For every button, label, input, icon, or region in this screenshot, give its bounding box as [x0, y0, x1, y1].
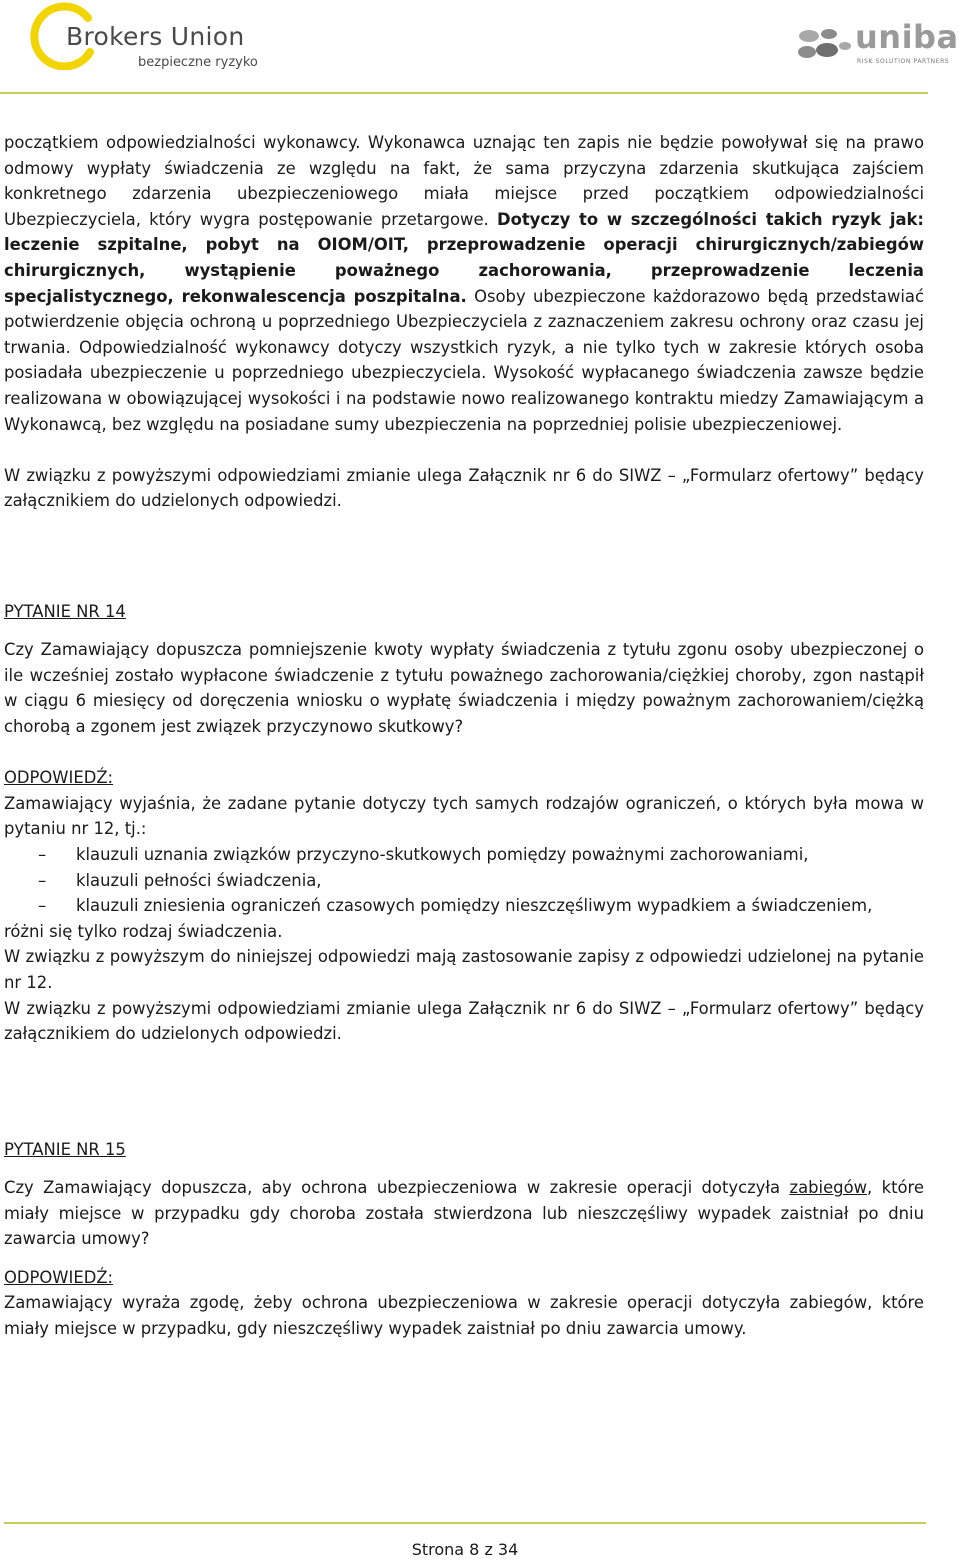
header-rule [0, 92, 928, 94]
uniba-tagline: RISK SOLUTION PARTNERS [857, 58, 950, 65]
question-14-answer-list [4, 842, 924, 919]
question-14-answer-label: ODPOWIEDŹ: [4, 768, 114, 788]
list-item: – klauzuli pełności świadczenia, [38, 870, 322, 890]
question-14-attachment-change: W związku z powyższymi odpowiedziami zmianie ulega Załącznik nr 6 do SIWZ – „Formularz ofertowy” będący załącznikiem do udzielonych odpowiedzi. [4, 998, 924, 1044]
brokers-union-name: Brokers Union [66, 22, 245, 51]
question-15-underlined-word: zabiegów [789, 1178, 867, 1198]
paragraph-attachment-change: W związku z powyższymi odpowiedziami zmianie ulega Załącznik nr 6 do SIWZ – „Formularz ofertowy” będący załącznikiem do udzielonych odpowiedzi. [4, 465, 924, 511]
page-header [0, 0, 960, 95]
paragraph-continuation [4, 130, 924, 437]
uniba-dots-icon [795, 26, 853, 66]
page-number: Strona 8 z 34 [411, 1540, 519, 1559]
uniba-wordmark: uniba [855, 18, 959, 56]
question-14-reference: W związku z powyższym do niniejszej odpowiedzi mają zastosowanie zapisy z odpowiedzi udzielonej na pytanie nr 12. [4, 947, 924, 993]
question-14-text: Czy Zamawiający dopuszcza pomniejszenie kwoty wypłaty świadczenia z tytułu zgonu osoby ubezpieczonej o ile wcześniej zostało wypłacone świadczenie z tytułu poważnego zachorowania/ciężkiej choroby, zgon nastąpił w ciągu 6 miesięcy od doręczenia wniosku o wypłatę świadczenia i między poważnym zachorowaniem/ciężką chorobą a zgonem jest związek przyczynowo skutkowy? [4, 640, 924, 737]
list-item: – klauzuli zniesienia ograniczeń czasowych pomiędzy nieszczęśliwym wypadkiem a świadczeniem, [38, 896, 873, 916]
question-14-heading: PYTANIE NR 14 [4, 601, 126, 621]
list-item: – klauzuli uznania związków przyczyno-skutkowych pomiędzy poważnymi zachorowaniami, [38, 845, 809, 865]
p1-bold-text: Dotyczy to w szczególności takich ryzyk jak: leczenie szpitalne, pobyt na OIOM/OIT, przeprowadzenie operacji chirurgicznych/zabiegów chirurgicznych, wystąpienie poważnego zachorowania, przeprowadzenie leczenia specjalistycznego, rekonwalescencja poszpitalna. [4, 209, 924, 306]
question-15-answer: Zamawiający wyraża zgodę, żeby ochrona ubezpieczeniowa w zakresie operacji dotyczyła zabiegów, które miały miejsce w przypadku, gdy nieszczęśliwy wypadek zaistniał po dniu zawarcia umowy. [4, 1293, 924, 1338]
document-body [4, 130, 924, 1342]
question-15-answer-label: ODPOWIEDŹ: [4, 1267, 114, 1287]
footer-rule [4, 1522, 926, 1524]
uniba-logo [795, 18, 960, 73]
brokers-union-tagline: bezpieczne ryzyko [138, 55, 258, 70]
question-14-after-list: różni się tylko rodzaj świadczenia. [4, 921, 283, 941]
question-15-text: Czy Zamawiający dopuszcza, aby ochrona ubezpieczeniowa w zakresie operacji dotyczyła zabiegów, które miały miejsce w przypadku gdy choroba została stwierdzona lub nieszczęśliwy wypadek zaistniał po dniu zawarcia umowy? [4, 1178, 924, 1249]
p1-rest-text: Osoby ubezpieczone każdorazowo będą przedstawiać potwierdzenie objęcia ochroną u poprzedniego Ubezpieczyciela z zaznaczeniem zakresu ochrony oraz czasu jej trwania. Odpowiedzialność wykonawcy dotyczy wszystkich ryzyk, a nie tylko tych w zakresie których osoba posiadała ubezpieczenie u poprzedniego ubezpieczyciela. Wysokość wypłacanego świadczenia zawsze będzie realizowana w obowiązującej wysokości i na podstawie nowo realizowanego kontraktu miedzy Zamawiającym a Wykonawcą, bez względu na posiadane sumy ubezpieczenia na poprzedniej polisie ubezpieczeniowej. [4, 286, 924, 434]
p1-plain-text: początkiem odpowiedzialności wykonawcy. Wykonawca uznając ten zapis nie będzie powoływał się na prawo odmowy wypłaty świadczenia ze względu na fakt, że sama przyczyna zdarzenia skutkująca zajściem konkretnego zdarzenia ubezpieczeniowego miała miejsce przed początkiem odpowiedzialności Ubezpieczyciela, który wygra postępowanie przetargowe. [4, 133, 924, 229]
question-15-heading: PYTANIE NR 15 [4, 1139, 126, 1159]
question-14-answer-intro: Zamawiający wyjaśnia, że zadane pytanie dotyczy tych samych rodzajów ograniczeń, o których była mowa w pytaniu nr 12, tj.: [4, 793, 924, 839]
brokers-union-logo [30, 2, 290, 82]
